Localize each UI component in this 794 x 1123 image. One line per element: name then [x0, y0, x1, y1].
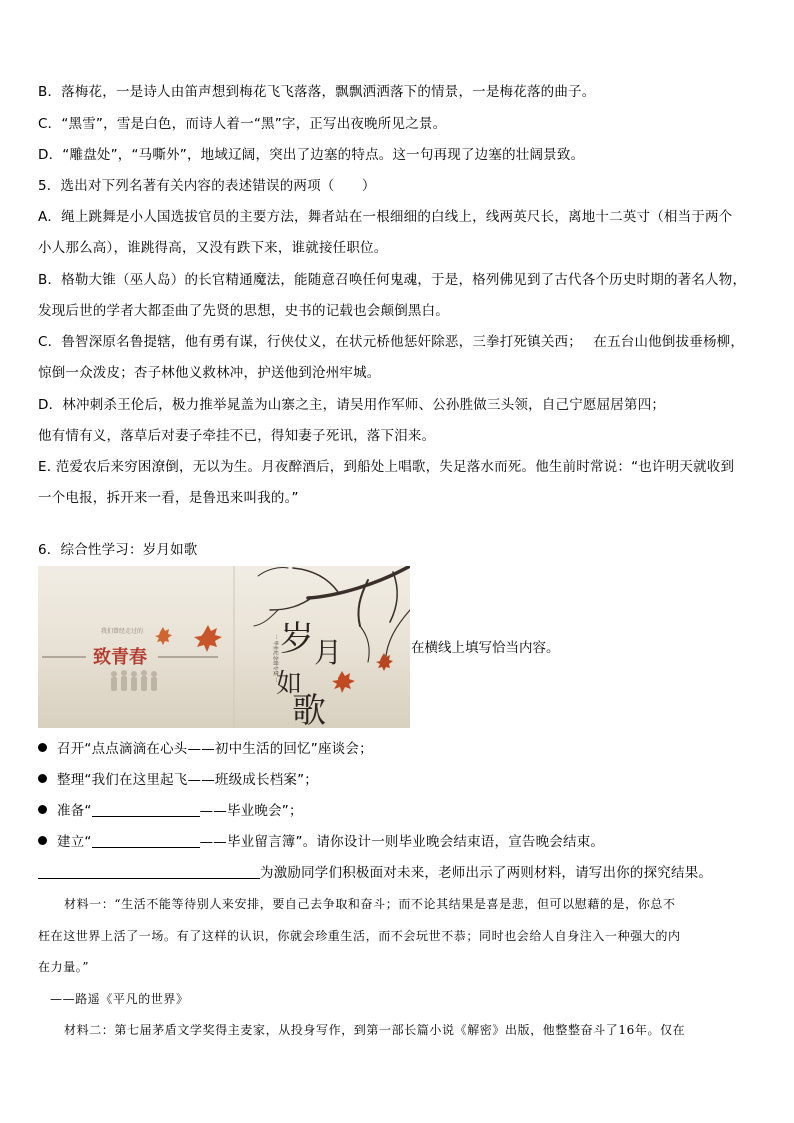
bullet-text-3-pre: 准备“ — [57, 803, 92, 819]
question-6: 6．综合性学习：岁月如歌 — [38, 542, 198, 558]
q5-option-b-line2: 发现后世的学者大都歪曲了先贤的思想，史书的记载也会颠倒黑白。 — [38, 303, 449, 319]
q5-option-b-line1: B．格勒大锥（巫人岛）的长官精通魔法，能随意召唤任何鬼魂，于是，格列佛见到了古代各个历史时期的著名人物， — [38, 272, 747, 288]
right-subtitle: 一 毕业纪念册专集 一 — [272, 634, 278, 683]
right-title-char-4: 歌 — [292, 691, 326, 728]
option-b-plum: B．落梅花，一是诗人由笛声想到梅花飞飞落落，飘飘洒洒落下的情景，一是梅花落的曲子。 — [38, 84, 596, 100]
option-d-diaopan: D．“雕盘处”，“马嘶外”，地域辽阔，突出了边塞的特点。这一句再现了边塞的壮阔景致。 — [38, 147, 585, 163]
q5-option-d-line1: D．林冲刺杀王伦后，极力推举晁盖为山寨之主，请吴用作军师、公孙胜做三头领，自己宁愿屈居第四； — [38, 397, 666, 413]
bullet-icon — [38, 774, 47, 783]
q5-option-c-line1: C．鲁智深原名鲁提辖，他有勇有谋，行侠仗义，在状元桥他惩奸除恶，三拳打死镇关西； 在五台山他倒拔垂杨柳， — [38, 334, 745, 350]
material-1-line1: 材料一：“生活不能等待别人来安排，要自己去争取和奋斗；而不论其结果是喜是悲，但可以慰藉的是，你总不 — [64, 897, 676, 911]
material-2-line1: 材料二：第七届茅盾文学奖得主麦家，从投身写作，到第一部长篇小说《解密》出版，他整整奋斗了16年。仅在 — [64, 1023, 686, 1037]
bullet-item-4 — [38, 833, 604, 851]
bullet-text-4-post: ——毕业留言簿”。请你设计一则毕业晚会结束语，宣告晚会结束。 — [199, 834, 605, 850]
bullet-icon — [38, 805, 47, 814]
prompt-line — [38, 864, 712, 882]
bullet-text-3-post: ——毕业晚会”； — [199, 803, 303, 819]
q5-option-a-line2: 小人那么高），谁跳得高，又没有跌下来，谁就接任职位。 — [38, 240, 388, 256]
left-title: 致青春 — [93, 647, 147, 668]
left-subtitle: 我们曾经走过的 — [101, 628, 144, 635]
option-c-snow: C．“黑雪”，雪是白色，而诗人着一“黑”字，正写出夜晚所见之景。 — [38, 116, 447, 132]
q5-option-d-line2: 他有情有义，落草后对妻子牵挂不已，得知妻子死讯，落下泪来。 — [38, 428, 436, 444]
q5-option-e-line1: E. 范爱农后来穷困潦倒，无以为生。月夜醉酒后，到船处上唱歌，失足落水而死。他生前时常说：“也许明天就收到 — [38, 459, 735, 475]
question-5: 5．选出对下列名著有关内容的表述错误的两项（ ） — [38, 178, 376, 194]
bullet-text-2: 整理“我们在这里起飞——班级成长档案”； — [57, 772, 318, 788]
right-title-char-1: 岁 — [280, 619, 314, 659]
people-silhouette-icon — [111, 670, 157, 691]
material-1-line3: 在力量。” — [38, 960, 90, 974]
bullet-icon — [38, 836, 47, 845]
album-cover-art — [38, 566, 410, 728]
album-cover-image — [38, 566, 410, 728]
bullet-item-2 — [38, 771, 318, 789]
bullet-item-3 — [38, 802, 303, 820]
prompt-text: 为激励同学们积极面对未来，老师出示了两则材料，请写出你的探究结果。 — [260, 865, 713, 881]
fill-blank-1[interactable] — [92, 802, 200, 817]
q5-option-c-line2: 惊倒一众泼皮；杏子林他义救林冲，护送他到沧州牢城。 — [38, 365, 381, 381]
figure-caption: 在横线上填写恰当内容。 — [411, 640, 560, 656]
bullet-text-4-pre: 建立“ — [57, 834, 92, 850]
right-title-char-2: 月 — [314, 636, 343, 669]
bullet-text-1: 召开“点点滴滴在心头——初中生活的回忆”座谈会； — [57, 741, 373, 757]
bullet-icon — [38, 743, 47, 752]
bullet-item-1 — [38, 740, 373, 758]
right-title-char-3: 如 — [276, 669, 303, 699]
fill-blank-2[interactable] — [92, 833, 200, 848]
material-1-line2: 枉在这世界上活了一场。有了这样的认识，你就会珍重生活，而不会玩世不恭；同时也会给人自身注入一种强大的内 — [38, 929, 681, 943]
q5-option-e-line2: 一个电报，拆开来一看，是鲁迅来叫我的。” — [38, 490, 299, 506]
fill-blank-3[interactable] — [38, 864, 260, 879]
material-1-source: ——路遥《平凡的世界》 — [50, 992, 189, 1006]
q5-option-a-line1: A．绳上跳舞是小人国选拔官员的主要方法，舞者站在一根细细的白线上，线两英尺长，离地十二英寸（相当于两个 — [38, 209, 733, 225]
